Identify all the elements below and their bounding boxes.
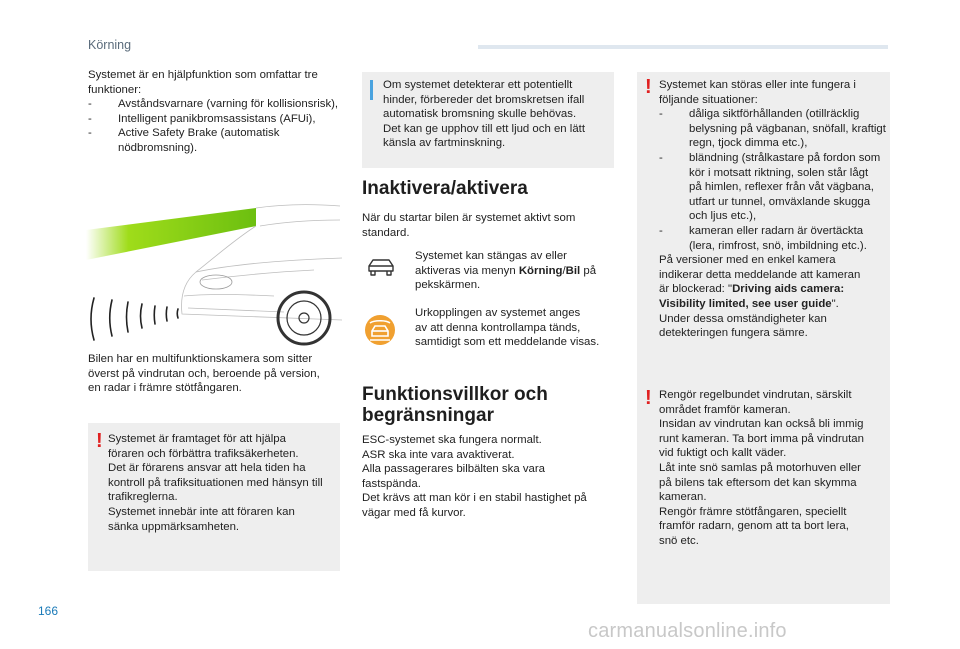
header-bar <box>478 45 888 49</box>
car-camera-illustration <box>84 200 342 350</box>
list-item: - dåliga siktförhållanden (otillräcklig <box>659 108 860 121</box>
intro-line: Systemet är en hjälpfunktion som omfattar tre <box>88 69 318 81</box>
info-box-braking: Om systemet detekterar ett potentiellt hinder, förbereder det bromskretsen ifall automatisk bromsning skulle behövas. Det kan ge upphov till ett ljud och en lätt känsla av fartminskning. <box>362 72 614 168</box>
list-item: - bländning (strålkastare på fordon som <box>659 151 881 164</box>
list-item: på himlen, reflexer från våt vägbana, <box>689 181 874 194</box>
camera-beam <box>86 208 256 260</box>
page-number: 166 <box>38 604 59 618</box>
intro-block <box>88 68 348 156</box>
conditions-text: ESC-systemet ska fungera normalt. ASR ska inte vara avaktiverat. Alla passagerares bilbälten ska vara fastspända. Det krävs att man kör i en stabil hastighet på vägar med få kurvor. <box>362 434 587 519</box>
list-item: (lera, rimfrost, snö, imbildning etc.). <box>689 239 867 252</box>
menu-path-korning: Körning <box>518 264 563 277</box>
list-item: belysning på vägbanan, snöfall, kraftigt <box>689 122 886 135</box>
list-item: - Intelligent panikbromsassistans (AFUi), <box>88 112 316 125</box>
warning-icon: ! <box>645 76 652 98</box>
car-outline-icon <box>366 256 396 278</box>
headlight <box>200 275 232 289</box>
section-header: Körning <box>88 38 132 52</box>
list-item: - kameran eller radarn är övertäckta <box>659 224 864 237</box>
list-item: - Active Safety Brake (automatisk <box>88 127 280 140</box>
heading-funktionsvillkor: Funktionsvillkor och begränsningar <box>362 384 548 426</box>
list-item: nödbromsning). <box>118 141 198 154</box>
warning-box-limitations: ! Systemet kan störas eller inte fungera i följande situationer: - dåliga siktförhållanden (otillräcklig belysning på vägbanan, snöfall, kraftigt regn, tjock dimma etc.), - bländning (strålkastare på fordon som kör i motsatt riktning, solen står lågt på himlen, reflexer från våt vägbana, utfart ur tunnel, omväxlande skugga och ljus etc.), - kameran eller radarn är övertäckta (lera, rimfrost, snö, imbildning etc.). På versioner med en enkel kamera indikerar detta meddelande att kameran är blockerad: "Driving aids camera: Visibility limited, see user guide". Under dessa omständigheter kan detekteringen fungera sämre. ! Rengör regelbundet vindrutan, särskilt området framför kameran. Insidan av vindrutan kan också bli immig runt kameran. Ta bort imma på vindrutan vid fuktigt och kallt väder. Låt inte snö samlas på motorhuven eller på bilens tak eftersom det kan skymma kameran. Rengör främre stötfångaren, speciellt framför radarn, genom att ta bort lera, snö etc. <box>637 72 890 604</box>
warning-icon: ! <box>96 430 103 452</box>
intro-line: funktioner: <box>88 83 142 96</box>
warning-box-responsibility: ! Systemet är framtaget för att hjälpa föraren och förbättra trafiksäkerheten. Det är förarens ansvar att hela tiden ha kontroll på trafiksituationen med hänsyn till trafikreglerna. Systemet innebär inte att föraren kan sänka uppmärksamheten. <box>88 423 340 571</box>
cleaning-warning: Rengör regelbundet vindrutan, särskilt området framför kameran. Insidan av vindrutan kan också bli immig runt kameran. Ta bort imma på vindrutan vid fuktigt och kallt väder. Låt inte snö samlas på motorhuven eller på bilens tak eftersom det kan skymma kameran. Rengör främre stötfångaren, speciellt framför radarn, genom att ta bort lera, snö etc. <box>659 389 864 547</box>
menu-path-bil: Bil <box>565 264 581 277</box>
menu-text: Systemet kan stängas av eller aktiveras via menyn Körning/Bil på pekskärmen. <box>415 250 597 292</box>
radar-waves <box>91 298 178 340</box>
camera-message-part1: Driving aids camera: <box>732 283 845 296</box>
camera-description: Bilen har en multifunktionskamera som sitter överst på vindrutan och, beroende på version, en radar i främre stötfångaren. <box>88 353 320 395</box>
list-item: - Avståndsvarnare (varning för kollisionsrisk), <box>88 98 339 111</box>
list-item: utfart ur tunnel, omväxlande skugga <box>689 195 871 208</box>
start-text: När du startar bilen är systemet aktivt som standard. <box>362 212 576 239</box>
info-icon <box>370 80 373 100</box>
list-item: regn, tjock dimma etc.), <box>689 137 808 150</box>
lamp-text: Urkopplingen av systemet anges av att denna kontrollampa tänds, samtidigt som ett meddelande visas. <box>415 307 600 349</box>
heading-inaktivera: Inaktivera/aktivera <box>362 178 528 199</box>
collision-warning-lamp-icon <box>364 314 396 346</box>
camera-message-part2: Visibility limited, see user guide <box>659 297 832 310</box>
watermark: carmanualsonline.info <box>588 620 787 642</box>
list-item: och ljus etc.), <box>689 210 757 223</box>
warning-icon: ! <box>645 387 652 409</box>
list-item: kör i motsatt riktning, solen står lågt <box>689 166 869 179</box>
